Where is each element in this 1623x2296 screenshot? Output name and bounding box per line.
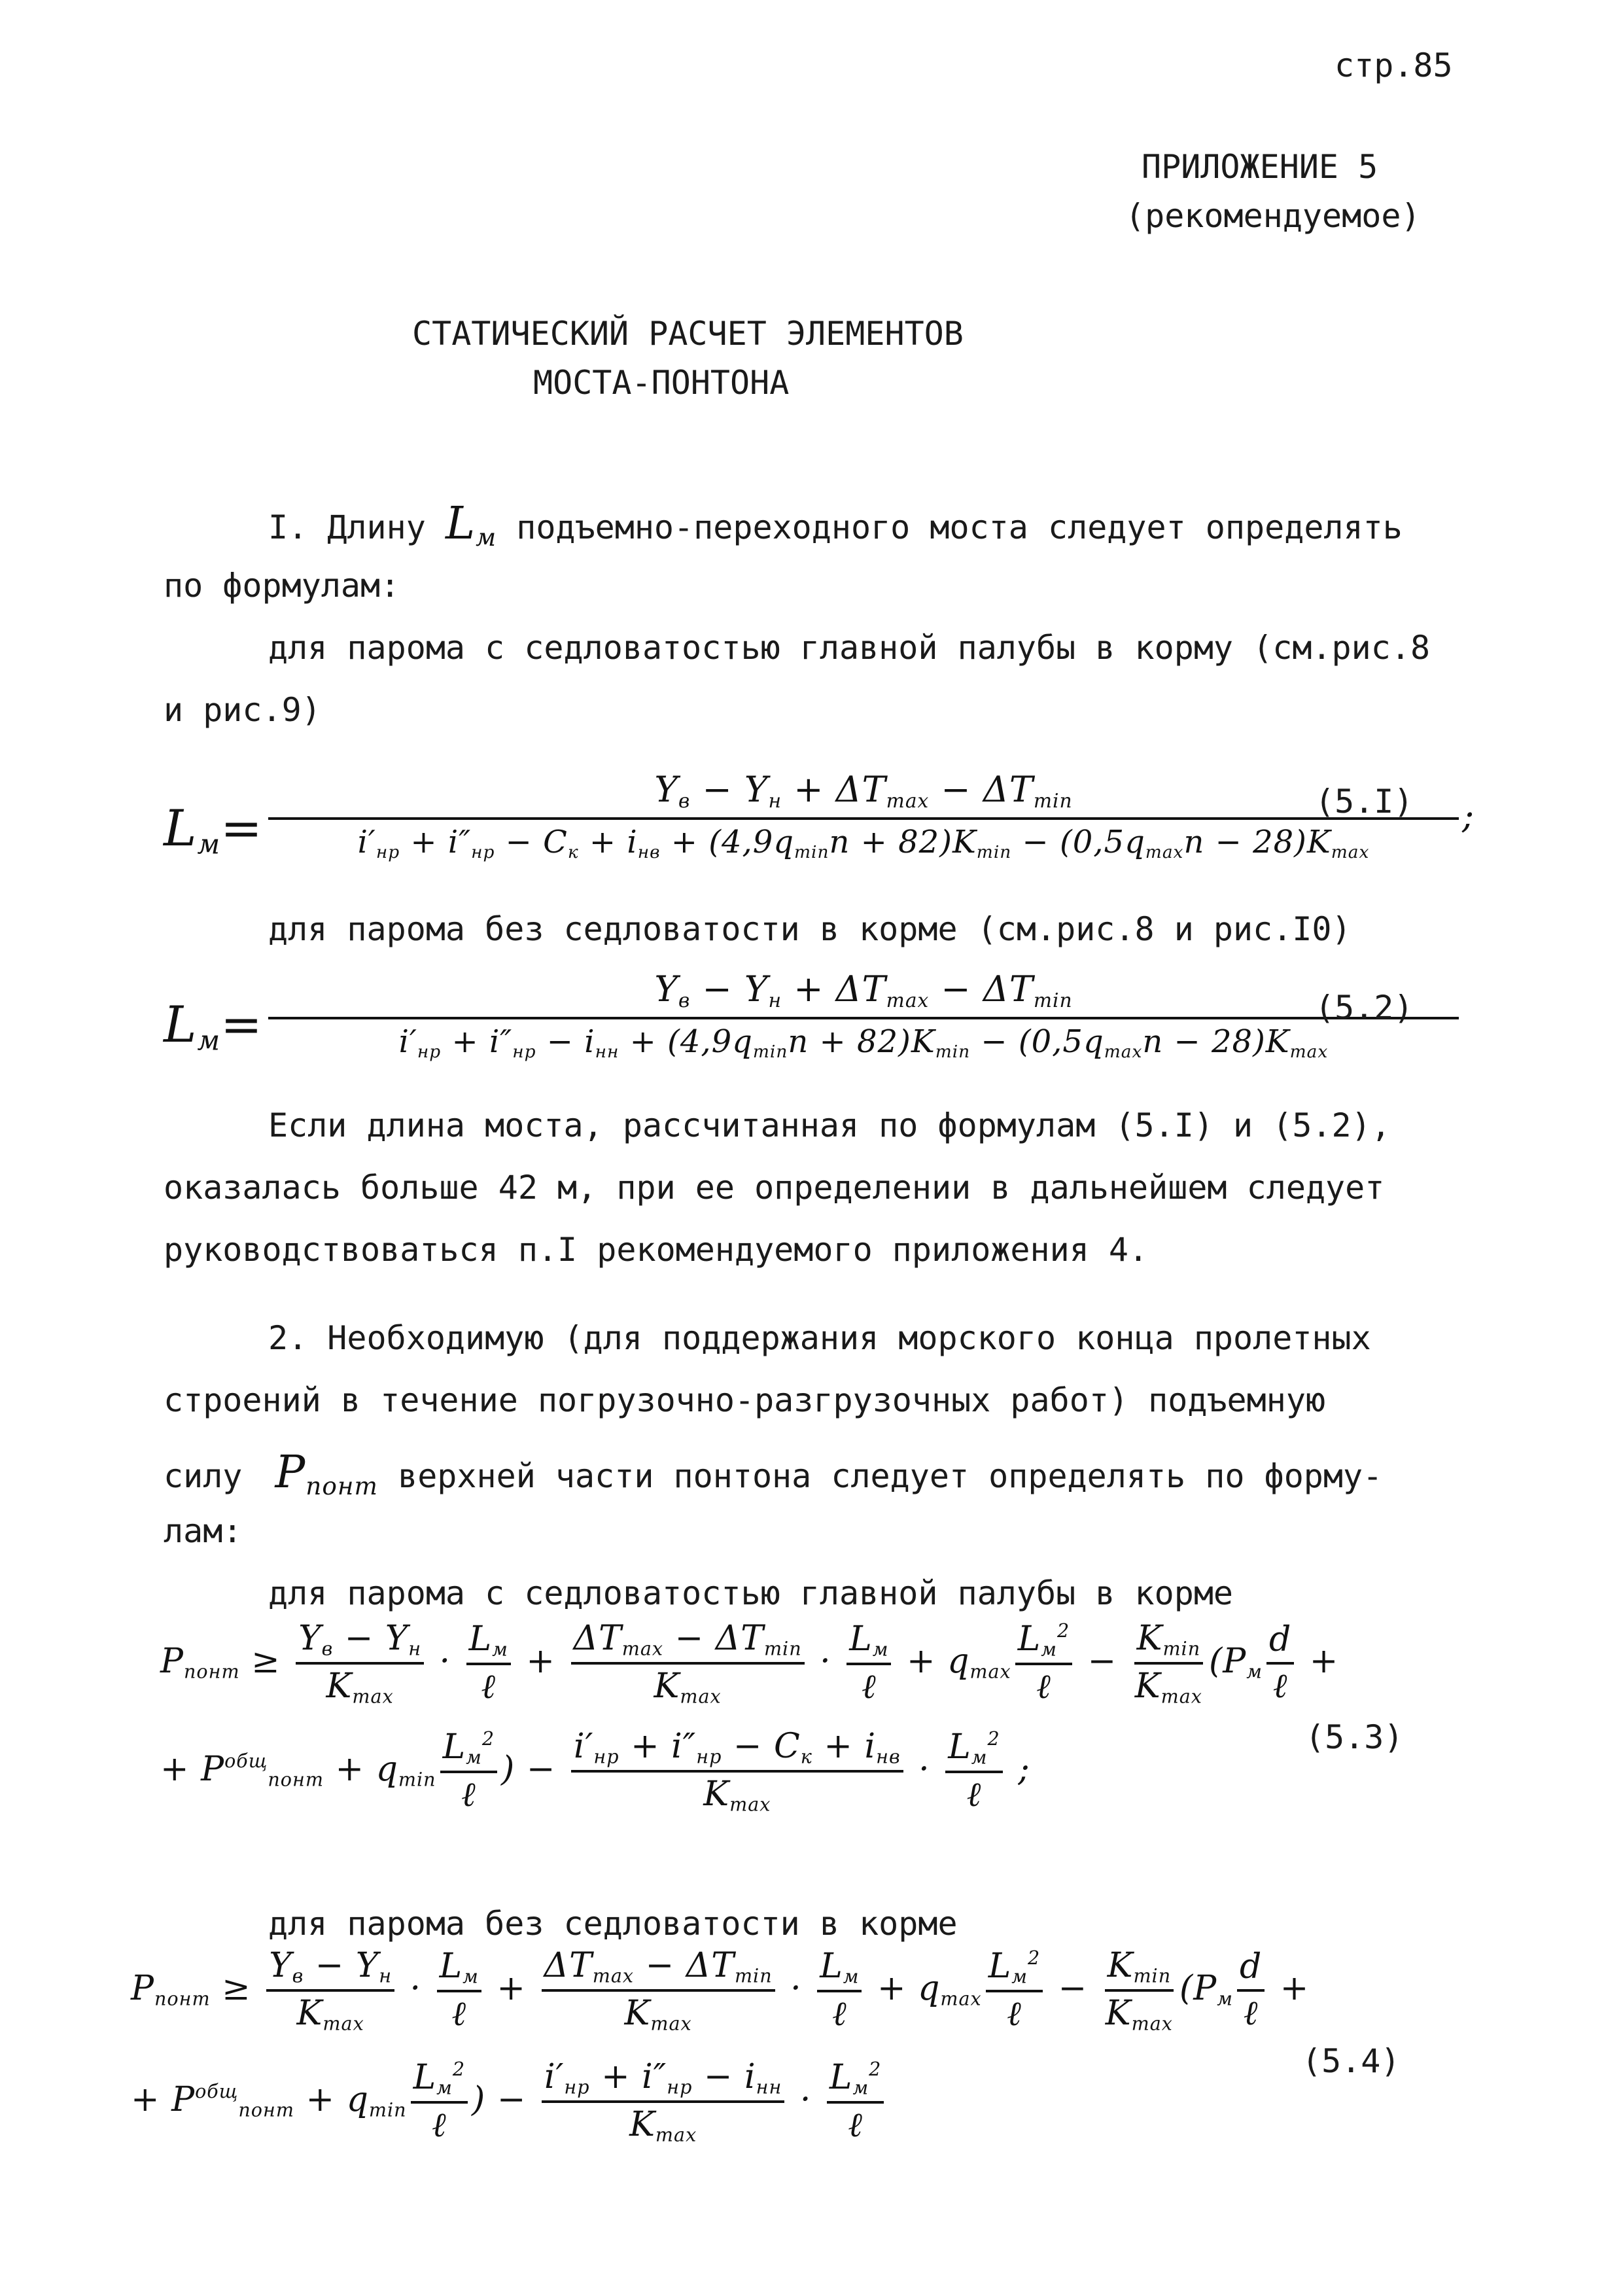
formula-5-1-number: (5.I) [1315,783,1414,821]
section2-para1-line3 [164,1446,1382,1501]
formula-5-3-line2: + $P^{общ}_{понт} + q_{min}$ $L_м^2$ ℓ ) − $i'_{нр} + i''_{нр} - C_к + i_{нв}$ $K_{max}$ · $L_м^2$ ℓ ; [160,1727,1030,1816]
section1-para1-lead: I. Длину [268,508,426,546]
document-title-line2: МОСТА-ПОНТОНА [533,364,790,402]
section2-para1-line4: лам: [164,1512,243,1550]
section1-para3-line3: руководствоваться п.I рекомендуемого приложения 4. [164,1231,1149,1269]
formula-5-2-lhs [164,995,263,1057]
section2-para1-line3-lead: силу [164,1457,243,1495]
lift-force-symbol-letter: P [275,1447,306,1498]
section1-case2: для парома без седловатости в корме (см.рис.8 и рис.I0) [268,910,1352,948]
formula-5-1 [164,769,1505,893]
section1-case1-cont: и рис.9) [164,691,321,729]
formula-5-1-tail: ; [1462,795,1475,836]
formula-5-1-fraction [268,769,1459,862]
section1-para1-cont: по формулам: [164,567,400,605]
formula-5-2-lhs-letter: L [164,995,198,1053]
formula-5-4-line2: + $P^{общ}_{понт} + q_{min}$ $L_м^2$ ℓ ) − $i'_{нр} + i''_{нр} - i_{нн}$ $K_{max}$ · $L_м^2$ ℓ [131,2058,888,2146]
formula-5-2-lhs-subscript: м [197,1024,221,1057]
section1-case1: для парома с седловатостью главной палубы в корму (см.рис.8 [268,629,1431,667]
formula-5-2-number: (5.2) [1315,989,1414,1027]
formula-5-1-lhs-subscript: м [197,828,221,860]
formula-5-1-equals: = [220,799,263,857]
section2-para1-line1: 2. Необходимую (для поддержания морского конца пролетных [268,1319,1371,1357]
formula-5-2 [164,968,1505,1093]
section2-case2: для парома без седловатости в корме [268,1905,958,1943]
formula-5-1-numerator: $Y_в - Y_н + \Delta T_{max} - \Delta T_{min}$ [268,769,1459,820]
section1-para1-rest: подъемно-переходного моста следует определять [516,508,1403,546]
formula-5-2-fraction [268,968,1459,1062]
formula-5-3-number: (5.3) [1305,1718,1404,1756]
length-symbol-subscript: м [476,523,497,552]
page-number: стр.85 [1335,46,1453,84]
lift-force-symbol [275,1447,378,1501]
formula-5-1-lhs-letter: L [164,799,198,857]
section1-para3-line2: оказалась больше 42 м, при ее определении в дальнейшем следует [164,1169,1385,1207]
formula-5-3-line1: $P_{понт}$ ≥ $Y_в - Y_н$ $K_{max}$ · $L_м$ ℓ + $\Delta T_{max} - \Delta T_{min}$ $K_{max}$ · $L_м$ ℓ + $q_{max}$ $L_м^2$ ℓ − $K_{min}$ $K_{max}$ ($P_м$ d ℓ + [160,1619,1339,1708]
section1-para3-line1: Если длина моста, рассчитанная по формулам (5.I) и (5.2), [268,1106,1391,1144]
section2-case1: для парома с седловатостью главной палубы в корме [268,1574,1234,1612]
length-symbol-letter: L [445,498,476,550]
appendix-heading: ПРИЛОЖЕНИЕ 5 [1142,148,1378,186]
formula-5-4-line1: $P_{понт}$ ≥ $Y_в - Y_н$ $K_{max}$ · $L_м$ ℓ + $\Delta T_{max} - \Delta T_{min}$ $K_{max}$ · $L_м$ ℓ + $q_{max}$ $L_м^2$ ℓ − $K_{min}$ $K_{max}$ ($P_м$ d ℓ + [131,1946,1310,2036]
formula-5-2-denominator: $i'_{нр} + i''_{нр} - i_{нн} + (4,9q_{min}n + 82)K_{min} - (0,5q_{max}n - 28)K_{max}$ [398,1023,1329,1062]
formula-5-2-equals: = [220,995,263,1053]
section2-para1-line3-rest: верхней части понтона следует определять по форму- [398,1457,1383,1495]
length-symbol [445,498,497,550]
formula-5-1-lhs [164,798,263,861]
section2-para1-line2: строений в течение погрузочно-разгрузочных работ) подъемную [164,1381,1326,1419]
formula-5-1-denominator: $i'_{нр} + i''_{нр} - C_к + i_{нв} + (4,9q_{min}n + 82)K_{min} - (0,5q_{max}n - 28)K_{max}$ [357,823,1370,862]
formula-5-4-number: (5.4) [1302,2042,1401,2080]
section1-para1 [268,497,1403,552]
formula-5-2-numerator: $Y_в - Y_н + \Delta T_{max} - \Delta T_{min}$ [268,968,1459,1019]
lift-force-symbol-subscript: понт [305,1472,378,1501]
document-title-line1: СТАТИЧЕСКИЙ РАСЧЕТ ЭЛЕМЕНТОВ [412,315,964,353]
appendix-note: (рекомендуемое) [1125,197,1421,235]
